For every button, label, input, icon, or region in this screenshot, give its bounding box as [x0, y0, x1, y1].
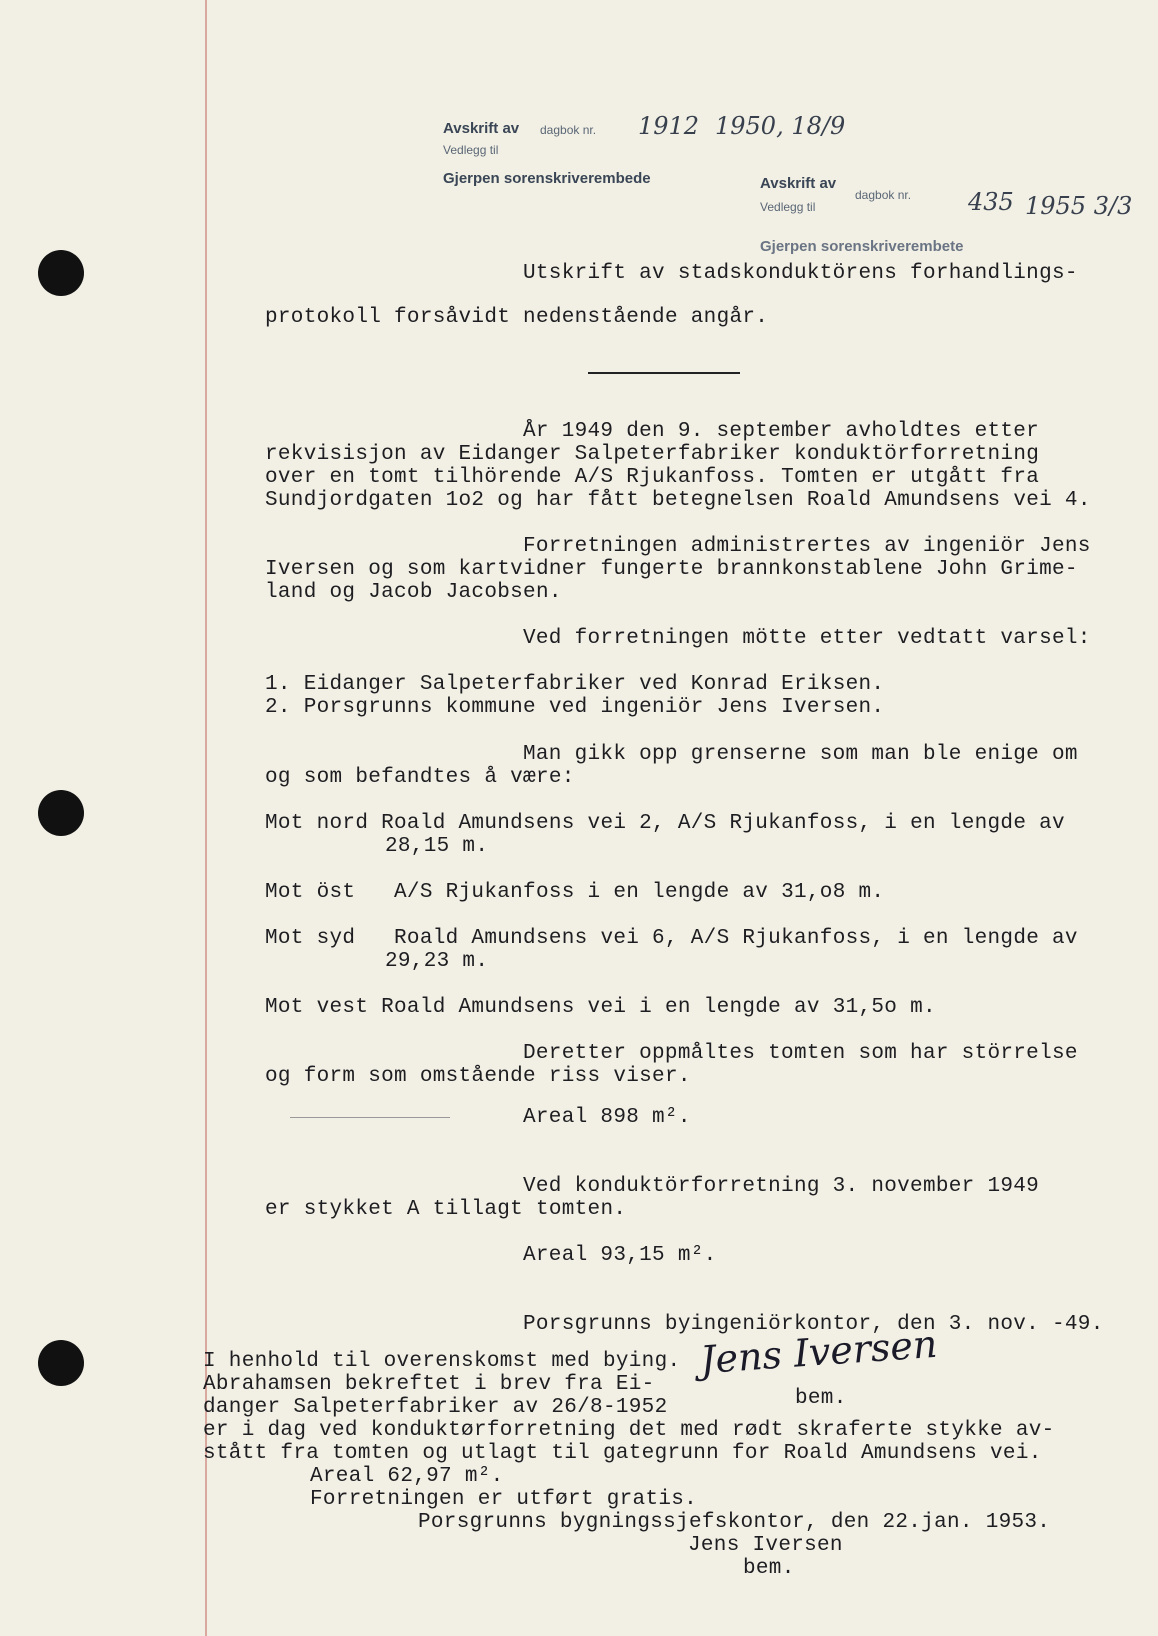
heading-line2: protokoll forsåvidt nedenstående angår.: [265, 306, 769, 329]
addendum-line: danger Salpeterfabriker av 26/8-1952: [203, 1396, 668, 1419]
stamp2-year-date: 1955 3/3: [1025, 192, 1133, 220]
boundary-north-length: 28,15 m.: [385, 835, 489, 858]
stamp2-line3: Gjerpen sorenskriverembete: [760, 238, 964, 255]
body-line: og form som omstående riss viser.: [265, 1065, 691, 1088]
addendum-line: I henhold til overenskomst med bying.: [203, 1350, 681, 1373]
body-line: Ved forretningen mötte etter vedtatt varsel:: [523, 627, 1091, 650]
addendum-area: Areal 62,97 m².: [310, 1465, 504, 1488]
body-line: land og Jacob Jacobsen.: [265, 581, 562, 604]
boundary-west: Mot vest Roald Amundsens vei i en lengde av 31,5o m.: [265, 996, 936, 1019]
body-line: Ved konduktörforretning 3. november 1949: [523, 1175, 1040, 1198]
heading-line1: Utskrift av stadskonduktörens forhandlings-: [523, 262, 1078, 285]
stamp2-line1b: dagbok nr.: [855, 188, 912, 202]
area-1: Areal 898 m².: [523, 1106, 691, 1129]
punch-hole-icon: [38, 790, 84, 836]
office-date-line: Porsgrunns byingeniörkontor, den 3. nov. -49.: [523, 1313, 1104, 1336]
addendum-office-date: Porsgrunns bygningssjefskontor, den 22.jan. 1953.: [418, 1511, 1051, 1534]
punch-hole-icon: [38, 250, 84, 296]
addendum-line: stått fra tomten og utlagt til gategrunn for Roald Amundsens vei.: [203, 1442, 1042, 1465]
body-line: rekvisisjon av Eidanger Salpeterfabriker konduktörforretning: [265, 443, 1040, 466]
body-line: Man gikk opp grenserne som man ble enige om: [523, 743, 1078, 766]
boundary-north: Mot nord Roald Amundsens vei 2, A/S Rjukanfoss, i en lengde av: [265, 812, 1065, 835]
stamp2-number: 435: [968, 188, 1014, 216]
body-line: Sundjordgaten 1o2 og har fått betegnelsen Roald Amundsens vei 4.: [265, 489, 1091, 512]
list-item: 1. Eidanger Salpeterfabriker ved Konrad Eriksen.: [265, 673, 885, 696]
list-item: 2. Porsgrunns kommune ved ingeniör Jens Iversen.: [265, 696, 885, 719]
stamp1-line1b: dagbok nr.: [540, 123, 597, 137]
stamp1-line1: Avskrift av: [443, 120, 520, 137]
boundary-east: Mot öst A/S Rjukanfoss i en lengde av 31,o8 m.: [265, 881, 885, 904]
punch-hole-icon: [38, 1340, 84, 1386]
boundary-south-length: 29,23 m.: [385, 950, 489, 973]
heading-underline: [588, 372, 740, 374]
stamp1-year-date: 1950, 18/9: [715, 112, 846, 140]
stamp2-line2: Vedlegg til: [760, 200, 816, 214]
body-line: År 1949 den 9. september avholdtes etter: [523, 420, 1040, 443]
body-line: er stykket A tillagt tomten.: [265, 1198, 627, 1221]
area-2: Areal 93,15 m².: [523, 1244, 717, 1267]
addendum-line: Abrahamsen bekreftet i brev fra Ei-: [203, 1373, 655, 1396]
stamp1-line2: Vedlegg til: [443, 143, 499, 157]
body-line: Forretningen administrertes av ingeniör Jens: [523, 535, 1091, 558]
stamp1-number: 1912: [638, 112, 700, 140]
boundary-south: Mot syd Roald Amundsens vei 6, A/S Rjukanfoss, i en lengde av: [265, 927, 1078, 950]
addendum-line: er i dag ved konduktørforretning det med rødt skraferte stykke av-: [203, 1419, 1055, 1442]
body-line: Iversen og som kartvidner fungerte brannkonstablene John Grime-: [265, 558, 1078, 581]
faint-mark: [290, 1117, 450, 1118]
stamp1-line3: Gjerpen sorenskriverembede: [443, 170, 651, 187]
body-line: og som befandtes å være:: [265, 766, 575, 789]
bem-2: bem.: [743, 1557, 795, 1580]
bem-1: bem.: [795, 1387, 847, 1410]
addendum-signer: Jens Iversen: [688, 1534, 843, 1557]
stamp2-line1: Avskrift av: [760, 175, 837, 192]
body-line: Deretter oppmåltes tomten som har störrelse: [523, 1042, 1078, 1065]
addendum-line: Forretningen er utført gratis.: [310, 1488, 698, 1511]
body-line: over en tomt tilhörende A/S Rjukanfoss. Tomten er utgått fra: [265, 466, 1040, 489]
signature-handwritten: Jens Iversen: [698, 1321, 939, 1383]
